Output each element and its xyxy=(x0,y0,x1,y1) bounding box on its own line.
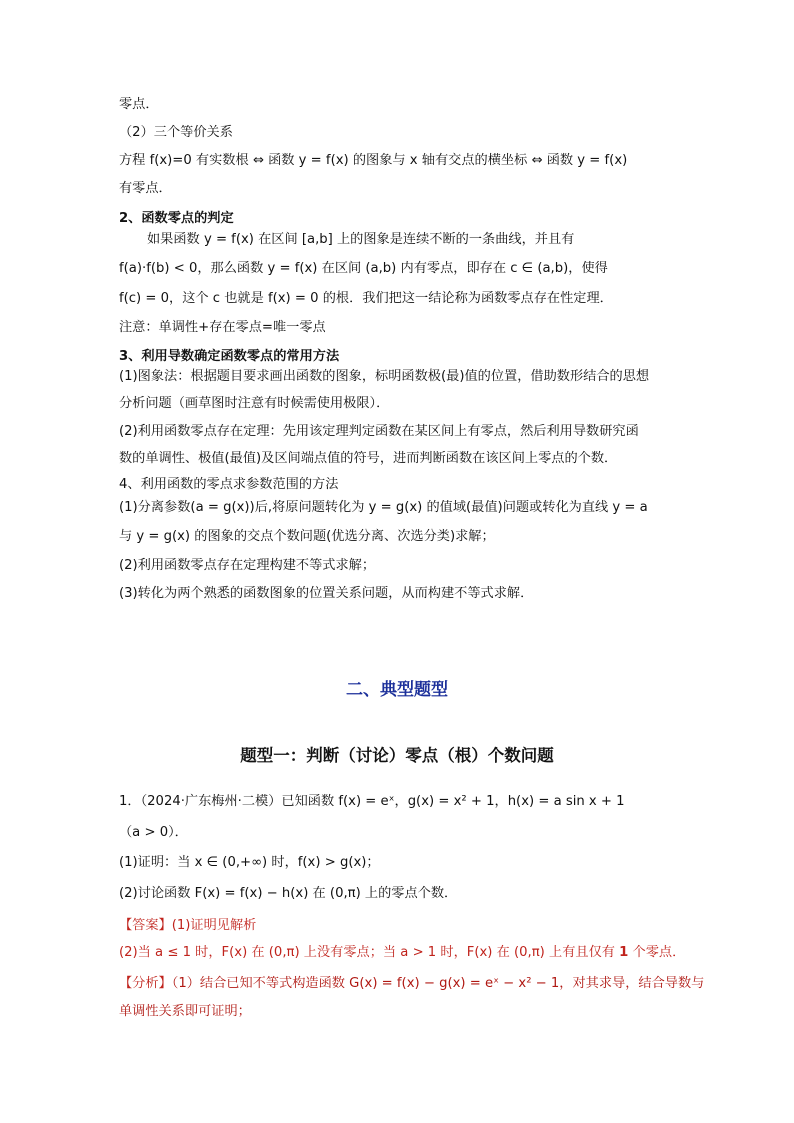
text-line: 方程 f(x)=0 有实数根 ⇔ 函数 y = f(x) 的图象与 x 轴有交点的横坐标 ⇔ 函数 y = f(x) xyxy=(119,153,628,168)
problem-part-1: (1)证明：当 x ∈ (0,+∞) 时，f(x) > g(x)； xyxy=(119,855,380,870)
answer-label: 【答案】 xyxy=(119,918,172,933)
problem-type-title: 题型一：判断（讨论）零点（根）个数问题 xyxy=(240,746,554,765)
text-line: (2)利用函数零点存在定理：先用该定理判定函数在某区间上有零点，然后利用导数研究函 xyxy=(119,424,639,439)
analysis-line-1 xyxy=(119,975,705,993)
answer-count: 1 xyxy=(619,945,629,960)
note-line: 注意：单调性+存在零点=唯一零点 xyxy=(119,320,326,335)
analysis-text: （1）结合已知不等式构造函数 G(x) = f(x) − g(x) = eˣ − x² − 1，对其求导，结合导数与 xyxy=(171,976,705,991)
text-line: 数的单调性、极值(最值)及区间端点值的符号，进而判断函数在该区间上零点的个数． xyxy=(119,451,618,466)
answer-part-2: (2)当 a ≤ 1 时，F(x) 在 (0,π) 上没有零点；当 a > 1 时，F(x) 在 (0,π) 上有且仅有 xyxy=(119,945,620,960)
problem-condition: （a > 0）． xyxy=(119,825,188,840)
section-heading-4: 4、利用函数的零点求参数范围的方法 xyxy=(119,477,339,492)
answer-part-1: (1)证明见解析 xyxy=(171,918,257,933)
section-heading-3: 3、利用导数确定函数零点的常用方法 xyxy=(119,349,340,364)
answer-line-1 xyxy=(119,917,679,935)
text-line: 如果函数 y = f(x) 在区间 [a,b] 上的图象是连续不断的一条曲线，并且有 xyxy=(147,232,575,247)
answer-part-2-end: 个零点． xyxy=(628,945,686,960)
text-line: 与 y = g(x) 的图象的交点个数问题(优选分离、次选分类)求解； xyxy=(119,529,495,544)
text-line: 分析问题（画草图时注意有时候需使用极限）． xyxy=(119,396,390,411)
problem-statement: 1．（2024·广东梅州·二模）已知函数 f(x) = eˣ，g(x) = x² + 1，h(x) = a sin x + 1 xyxy=(119,794,625,809)
analysis-line-2: 单调性关系即可证明； xyxy=(119,1004,251,1019)
text-line: (1)分离参数(a = g(x))后,将原问题转化为 y = g(x) 的值域(最值)问题或转化为直线 y = a xyxy=(119,500,648,515)
text-line: 有零点． xyxy=(119,181,172,196)
problem-part-2: (2)讨论函数 F(x) = f(x) − h(x) 在 (0,π) 上的零点个数． xyxy=(119,886,458,901)
text-line: (1)图象法：根据题目要求画出函数的图象，标明函数极(最)值的位置，借助数形结合的思想 xyxy=(119,369,650,384)
text-line: (3)转化为两个熟悉的函数图象的位置关系问题，从而构建不等式求解． xyxy=(119,586,534,601)
text-line: f(a)·f(b) < 0，那么函数 y = f(x) 在区间 (a,b) 内有零点，即存在 c ∈ (a,b)，使得 xyxy=(119,261,608,276)
section-heading-2: 2、函数零点的判定 xyxy=(119,211,234,226)
text-line: (2)利用函数零点存在定理构建不等式求解； xyxy=(119,558,376,573)
text-line: 零点． xyxy=(119,97,159,112)
section-title: 二、典型题型 xyxy=(346,680,448,700)
analysis-label: 【分析】 xyxy=(119,976,172,991)
subheading-equivalence: （2）三个等价关系 xyxy=(119,125,233,140)
answer-line-2 xyxy=(119,944,686,962)
text-line: f(c) = 0，这个 c 也就是 f(x) = 0 的根．我们把这一结论称为函数零点存在性定理． xyxy=(119,291,613,306)
